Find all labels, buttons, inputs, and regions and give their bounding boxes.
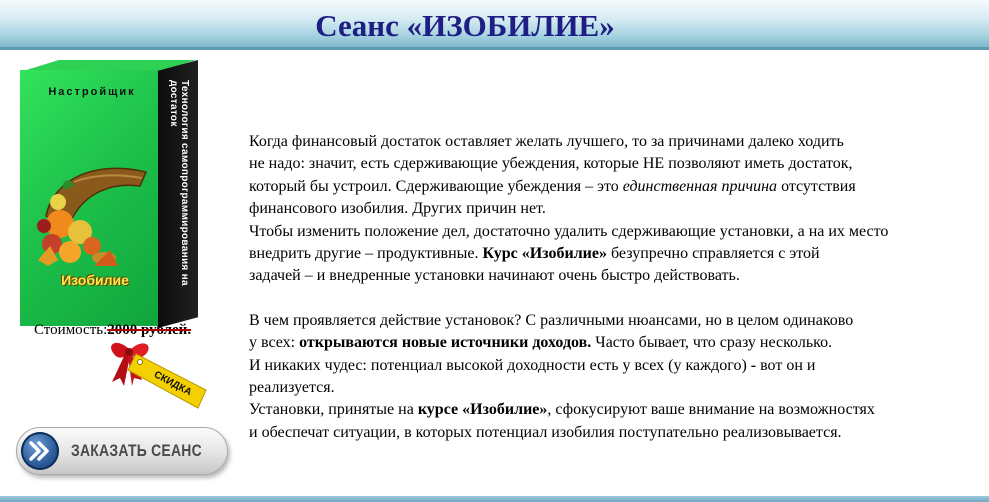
text-line: задачей – и внедренные установки начинают очень быстро действовать.: [249, 267, 740, 285]
price-label: Стоимость:: [34, 322, 108, 338]
paragraph-gap: [249, 288, 989, 310]
text-line: и обеспечат ситуации, в которых потенциал изобилия поступательно реализовывается.: [249, 423, 842, 441]
paragraph-4: [249, 399, 989, 444]
text-line: который бы устроил. Сдерживающие убеждения – это: [249, 177, 623, 195]
paragraph-3: [249, 310, 989, 400]
text-line: В чем проявляется действие установок? С различными нюансами, но в целом одинаково: [249, 311, 854, 329]
text-line: у всех:: [249, 334, 300, 352]
double-chevron-right-icon: [21, 432, 59, 470]
emphasis-text: единственная причина: [622, 177, 778, 195]
text-line: Установки, принятые на: [249, 401, 418, 419]
header-bar: [0, 0, 989, 50]
text-line: финансового изобилия. Других причин нет.: [249, 200, 546, 218]
description-text: [249, 131, 989, 444]
discount-tag-text: СКИДКА: [151, 369, 194, 399]
order-button-circle: [21, 432, 59, 470]
text-line: Когда финансовый достаток оставляет желать лучшего, то за причинами далеко ходить: [249, 133, 844, 150]
text-line: реализуется.: [249, 379, 335, 397]
text-line: И никаких чудес: потенциал высокой доходности есть у всех (у каждого): [249, 356, 751, 374]
text-line: Чтобы изменить положение дел, достаточно удалить сдерживающие установки, а на их место: [249, 222, 889, 240]
text-line: отсутствия: [777, 177, 856, 195]
paragraph-2: [249, 221, 989, 288]
order-session-button[interactable]: [16, 427, 228, 475]
bold-text: -: [750, 356, 757, 374]
text-line: безупречно справляется с этой: [606, 245, 820, 263]
bold-text: курсе «Изобилие»: [417, 401, 548, 419]
text-line: не надо: значит, есть сдерживающие убеждения, которые НЕ позволяют иметь достаток,: [249, 155, 853, 173]
old-price: 2000 рублей.: [107, 322, 192, 338]
box-top-label: Настройщик: [48, 86, 136, 98]
text-line: вот он и: [756, 356, 816, 374]
text-line: Часто бывает, что сразу несколько.: [591, 334, 833, 352]
price-line: [34, 322, 191, 339]
bold-text: открываются новые источники доходов.: [299, 334, 592, 352]
cornucopia-image: [34, 120, 154, 270]
footer-bar: [0, 496, 989, 502]
order-button-label: ЗАКАЗАТЬ СЕАНС: [71, 441, 202, 460]
paragraph-1: [249, 131, 989, 221]
text-line: внедрить другие – продуктивные.: [249, 245, 483, 263]
ribbon-tag-icon: [104, 338, 214, 410]
page-title: Сеанс «ИЗОБИЛИЕ»: [315, 8, 615, 43]
box-product-name: Изобилие: [61, 272, 129, 288]
box-side-text: Технология самопрограммирования на достаток: [168, 80, 190, 286]
product-box-image: [20, 60, 210, 328]
bold-text: Курс «Изобилие»: [482, 245, 607, 263]
text-line: , сфокусируют ваше внимание на возможностях: [547, 401, 875, 419]
